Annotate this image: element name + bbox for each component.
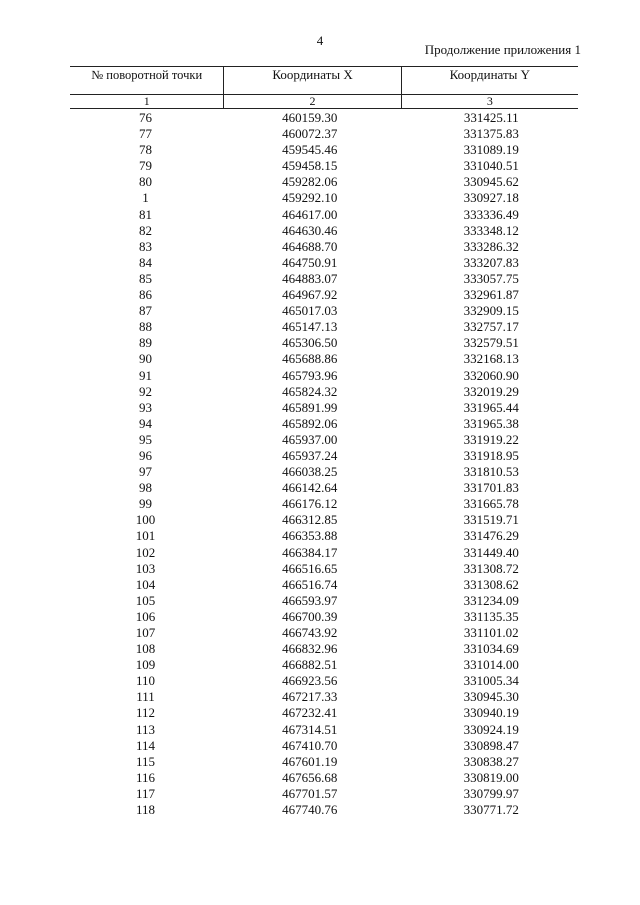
table-row [70, 287, 578, 303]
table-row [70, 786, 578, 802]
table-row [70, 609, 578, 625]
table-body [70, 110, 578, 818]
coord-x-cell: 467601.19 [282, 753, 338, 769]
table-row [70, 770, 578, 786]
point-number-cell: 98 [138, 480, 152, 496]
table-row [70, 368, 578, 384]
coordinates-table [70, 66, 578, 818]
table-row [70, 545, 578, 561]
point-number-cell: 117 [135, 785, 155, 801]
point-number-cell: 103 [135, 560, 156, 576]
coord-y-cell: 331965.38 [463, 415, 519, 431]
coord-x-cell: 464617.00 [282, 206, 338, 222]
point-number-cell: 85 [138, 270, 152, 286]
coord-y-cell: 331101.02 [463, 625, 519, 640]
coord-x-cell: 465306.50 [282, 335, 338, 351]
table-row [70, 577, 578, 593]
point-number-cell: 93 [138, 399, 152, 415]
coord-y-cell: 331519.71 [463, 512, 519, 528]
coord-x-cell: 459282.06 [282, 174, 338, 190]
point-number-cell: 76 [138, 110, 152, 125]
point-number-cell: 99 [138, 496, 152, 512]
coord-x-cell: 465824.32 [282, 383, 338, 399]
coord-x-cell: 466700.39 [282, 608, 338, 624]
table-row [70, 754, 578, 770]
coord-x-cell: 467217.33 [282, 689, 338, 705]
coord-x-cell: 464883.07 [282, 270, 338, 286]
point-number-cell: 86 [138, 287, 152, 303]
point-number-cell: 84 [138, 254, 152, 270]
table-row [70, 223, 578, 239]
coord-y-cell: 332961.87 [463, 287, 519, 303]
coord-y-cell: 330819.00 [463, 769, 519, 785]
column-number-1: 1 [143, 94, 150, 108]
table-row [70, 464, 578, 480]
table-row [70, 351, 578, 367]
point-number-cell: 83 [138, 238, 152, 254]
continuation-label: Продолжение приложения 1 [424, 42, 581, 57]
coord-x-cell: 466038.25 [282, 464, 338, 480]
point-number-cell: 101 [135, 528, 156, 544]
table-row [70, 705, 578, 721]
coord-y-cell: 330945.30 [463, 689, 519, 705]
table-row [70, 174, 578, 190]
coord-y-cell: 330771.72 [463, 802, 519, 818]
table-row [70, 303, 578, 319]
coord-y-cell: 331665.78 [463, 496, 519, 512]
coord-y-cell: 332909.15 [463, 303, 519, 319]
point-number-cell: 1 [142, 190, 149, 206]
coord-y-cell: 331449.40 [463, 544, 519, 560]
point-number-cell: 88 [138, 319, 152, 335]
table-row [70, 158, 578, 174]
point-number-cell: 104 [135, 576, 156, 592]
point-number-cell: 118 [135, 802, 155, 818]
point-number-cell: 82 [138, 222, 152, 238]
coord-y-cell: 331965.44 [463, 399, 519, 415]
point-number-cell: 107 [135, 625, 156, 640]
point-number-cell: 90 [138, 351, 152, 367]
table-row [70, 432, 578, 448]
table-row [70, 722, 578, 738]
coord-x-cell: 464967.92 [282, 287, 338, 303]
coord-y-cell: 331810.53 [463, 464, 519, 480]
coord-x-cell: 465937.24 [282, 447, 338, 463]
coord-y-cell: 330927.18 [463, 190, 519, 206]
point-number-cell: 105 [135, 592, 156, 608]
table-row [70, 625, 578, 641]
coord-x-cell: 466882.51 [282, 657, 338, 673]
coord-y-cell: 331918.95 [463, 447, 519, 463]
point-number-cell: 77 [138, 126, 152, 142]
coord-y-cell: 330898.47 [463, 737, 519, 753]
coord-x-cell: 465147.13 [282, 319, 338, 335]
point-number-cell: 106 [135, 608, 156, 624]
coord-y-cell: 331701.83 [463, 480, 519, 496]
coord-x-cell: 466516.65 [282, 560, 338, 576]
coord-x-cell: 467314.51 [282, 721, 338, 737]
point-number-cell: 116 [135, 769, 155, 785]
coord-y-cell: 332060.90 [463, 367, 519, 383]
table-row [70, 416, 578, 432]
table-row [70, 207, 578, 223]
table-row [70, 496, 578, 512]
coord-x-cell: 460159.30 [282, 110, 338, 125]
coord-x-cell: 467701.57 [282, 785, 338, 801]
table-row [70, 319, 578, 335]
coord-x-cell: 466832.96 [282, 641, 338, 657]
coord-y-cell: 330838.27 [463, 753, 519, 769]
column-numbers-row [70, 95, 578, 109]
point-number-cell: 97 [138, 464, 152, 480]
point-number-cell: 92 [138, 383, 152, 399]
table-row [70, 448, 578, 464]
coord-y-cell: 331089.19 [463, 142, 519, 158]
point-number-cell: 87 [138, 303, 152, 319]
column-number-2: 2 [223, 95, 400, 108]
table-row [70, 512, 578, 528]
table-row [70, 480, 578, 496]
coord-x-cell: 465937.00 [282, 431, 338, 447]
coord-y-cell: 333336.49 [463, 206, 519, 222]
point-number-cell: 81 [138, 206, 152, 222]
coord-x-cell: 459458.15 [282, 158, 338, 174]
coord-y-cell: 333057.75 [463, 270, 519, 286]
coord-x-cell: 459292.10 [282, 190, 338, 206]
table-row [70, 657, 578, 673]
point-number-cell: 102 [135, 544, 156, 560]
coord-y-cell: 333286.32 [463, 238, 519, 254]
coord-y-cell: 332019.29 [463, 383, 519, 399]
coord-x-cell: 466142.64 [282, 480, 338, 496]
coord-x-cell: 466593.97 [282, 592, 338, 608]
point-number-cell: 91 [138, 367, 152, 383]
header-coord-x: Координаты X [223, 67, 400, 94]
point-number-cell: 109 [135, 657, 156, 673]
coord-y-cell: 331375.83 [463, 126, 519, 142]
coord-x-cell: 465892.06 [282, 415, 338, 431]
table-row [70, 561, 578, 577]
table-row [70, 110, 578, 126]
header-point-number: № поворотной точки [91, 68, 203, 82]
coord-x-cell: 465688.86 [282, 351, 338, 367]
coord-y-cell: 331308.62 [463, 576, 519, 592]
point-number-cell: 111 [136, 689, 155, 705]
coord-x-cell: 466353.88 [282, 528, 338, 544]
coord-x-cell: 464630.46 [282, 222, 338, 238]
point-number-cell: 100 [135, 512, 156, 528]
coord-x-cell: 467232.41 [282, 705, 338, 721]
table-row [70, 255, 578, 271]
coord-x-cell: 465017.03 [282, 303, 338, 319]
coord-y-cell: 331005.34 [463, 673, 519, 689]
coord-y-cell: 332757.17 [463, 319, 519, 335]
point-number-cell: 114 [135, 737, 155, 753]
coord-x-cell: 467740.76 [282, 802, 338, 818]
table-row [70, 528, 578, 544]
point-number-cell: 115 [135, 753, 155, 769]
table-row [70, 190, 578, 206]
point-number-cell: 96 [138, 447, 152, 463]
table-row [70, 384, 578, 400]
table-row [70, 239, 578, 255]
coord-x-cell: 466312.85 [282, 512, 338, 528]
point-number-cell: 110 [135, 673, 155, 689]
table-row [70, 673, 578, 689]
coord-y-cell: 331014.00 [463, 657, 519, 673]
coord-x-cell: 466923.56 [282, 673, 338, 689]
coord-x-cell: 459545.46 [282, 142, 338, 158]
coord-y-cell: 333348.12 [463, 222, 519, 238]
coord-y-cell: 331135.35 [463, 608, 519, 624]
table-row [70, 689, 578, 705]
point-number-cell: 112 [135, 705, 155, 721]
coord-y-cell: 330945.62 [463, 174, 519, 190]
point-number-cell: 89 [138, 335, 152, 351]
coord-x-cell: 467410.70 [282, 737, 338, 753]
coord-y-cell: 330799.97 [463, 785, 519, 801]
point-number-cell: 78 [138, 142, 152, 158]
coord-x-cell: 460072.37 [282, 126, 338, 142]
coord-x-cell: 466743.92 [282, 625, 338, 640]
point-number-cell: 113 [135, 721, 155, 737]
coord-x-cell: 465793.96 [282, 367, 338, 383]
point-number-cell: 108 [135, 641, 156, 657]
coord-y-cell: 331919.22 [463, 431, 519, 447]
coord-y-cell: 331425.11 [463, 110, 519, 125]
coord-y-cell: 333207.83 [463, 254, 519, 270]
coord-y-cell: 331476.29 [463, 528, 519, 544]
table-row [70, 142, 578, 158]
table-row [70, 271, 578, 287]
coord-y-cell: 331308.72 [463, 560, 519, 576]
coord-x-cell: 466384.17 [282, 544, 338, 560]
table-row [70, 802, 578, 818]
coord-y-cell: 332579.51 [463, 335, 519, 351]
table-row [70, 593, 578, 609]
column-number-3: 3 [401, 95, 578, 108]
coord-y-cell: 332168.13 [463, 351, 519, 367]
coord-x-cell: 464750.91 [282, 254, 338, 270]
table-row [70, 400, 578, 416]
point-number-cell: 80 [138, 174, 152, 190]
coord-x-cell: 466516.74 [282, 576, 338, 592]
table-row [70, 126, 578, 142]
page-number: 4 [316, 33, 324, 48]
coord-x-cell: 466176.12 [282, 496, 338, 512]
coord-x-cell: 467656.68 [282, 769, 338, 785]
coord-y-cell: 331040.51 [463, 158, 519, 174]
coord-y-cell: 331234.09 [463, 592, 519, 608]
coord-x-cell: 465891.99 [282, 399, 338, 415]
header-coord-y: Координаты Y [401, 67, 578, 94]
coord-y-cell: 330940.19 [463, 705, 519, 721]
coord-y-cell: 330924.19 [463, 721, 519, 737]
coord-y-cell: 331034.69 [463, 641, 519, 657]
coord-x-cell: 464688.70 [282, 238, 338, 254]
table-row [70, 335, 578, 351]
point-number-cell: 94 [138, 415, 152, 431]
table-row [70, 641, 578, 657]
point-number-cell: 79 [138, 158, 152, 174]
table-row [70, 738, 578, 754]
table-header-row [70, 66, 578, 95]
point-number-cell: 95 [138, 431, 152, 447]
